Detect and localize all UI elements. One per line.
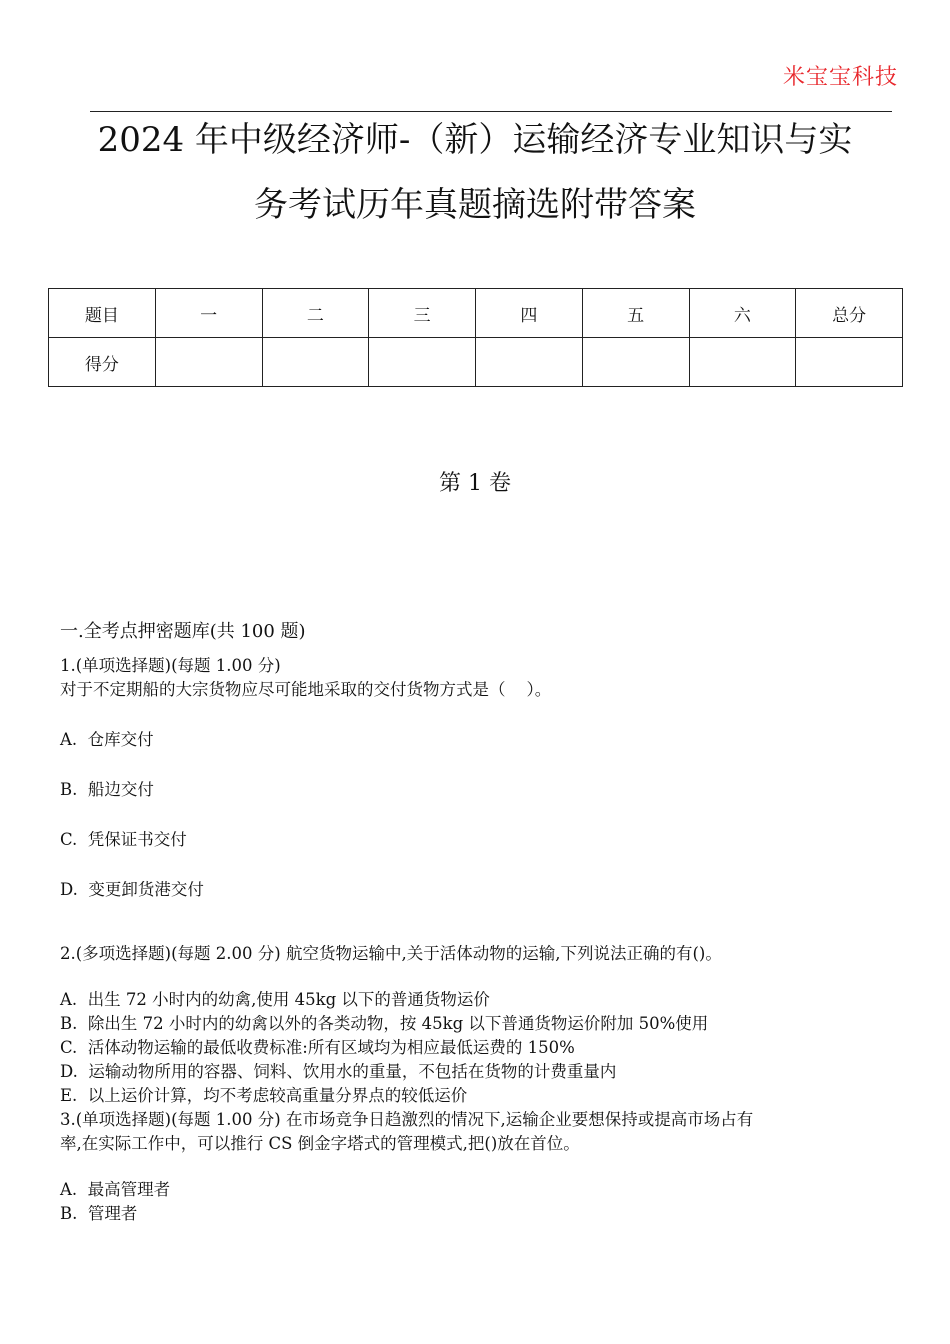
option-b: B. 管理者: [60, 1204, 138, 1223]
option-a: A. 仓库交付: [60, 730, 154, 749]
option-d: D. 运输动物所用的容器、饲料、饮用水的重量，不包括在货物的计费重量内: [60, 1062, 617, 1081]
question-text: 率,在实际工作中，可以推行 CS 倒金字塔式的管理模式,把()放在首位。: [60, 1134, 580, 1153]
score-cell: [476, 338, 583, 387]
question-2: [60, 942, 910, 1108]
score-table-header-row: [49, 289, 903, 338]
score-table-header-cell: 总分: [796, 289, 903, 338]
score-table-header-cell: 三: [369, 289, 476, 338]
spacer: [60, 966, 910, 988]
question-1: [60, 654, 910, 902]
score-cell: [582, 338, 689, 387]
score-table-score-row: [49, 338, 903, 387]
option-a: A. 出生 72 小时内的幼禽,使用 45kg 以下的普通货物运价: [60, 990, 490, 1009]
option-b: B. 船边交付: [60, 780, 154, 799]
option-b: B. 除出生 72 小时内的幼禽以外的各类动物，按 45kg 以下普通货物运价附加 50%使用: [60, 1014, 709, 1033]
score-cell: [796, 338, 903, 387]
volume-heading: 第 1 卷: [439, 471, 511, 496]
question-text: 对于不定期船的大宗货物应尽可能地采取的交付货物方式是（ ）。: [60, 680, 552, 699]
option-d: D. 变更卸货港交付: [60, 880, 204, 899]
question-3: [60, 1108, 910, 1226]
score-table-header-cell: 五: [582, 289, 689, 338]
option-a: A. 最高管理者: [60, 1180, 171, 1199]
option-e: E. 以上运价计算，均不考虑较高重量分界点的较低运价: [60, 1086, 468, 1105]
score-table-header-cell: 四: [476, 289, 583, 338]
spacer: [60, 902, 910, 942]
score-table-header-cell: 题目: [49, 289, 156, 338]
section-heading: 一.全考点押密题库(共 100 题): [60, 621, 306, 642]
title-line-2: 务考试历年真题摘选附带答案: [254, 185, 696, 225]
question-content: [60, 620, 910, 1226]
score-table: [48, 288, 903, 387]
score-cell: [155, 338, 262, 387]
score-table-header-cell: 二: [262, 289, 369, 338]
title-line-1: 2024 年中级经济师-（新）运输经济专业知识与实: [97, 120, 853, 160]
score-cell: [262, 338, 369, 387]
option-c: C. 凭保证书交付: [60, 830, 187, 849]
document-title: [50, 108, 900, 238]
score-cell: [689, 338, 796, 387]
option-c: C. 活体动物运输的最低收费标准:所有区域均为相应最低运费的 150%: [60, 1038, 575, 1057]
score-table-header-cell: 一: [155, 289, 262, 338]
question-header: 1.(单项选择题)(每题 1.00 分): [60, 656, 281, 675]
question-header: 3.(单项选择题)(每题 1.00 分) 在市场竞争日趋激烈的情况下,运输企业要想保持或提高市场占有: [60, 1110, 754, 1129]
score-row-label: 得分: [49, 338, 156, 387]
question-header: 2.(多项选择题)(每题 2.00 分) 航空货物运输中,关于活体动物的运输,下列说法正确的有()。: [60, 944, 722, 963]
score-table-header-cell: 六: [689, 289, 796, 338]
brand-watermark: 米宝宝科技: [782, 65, 898, 90]
spacer: [60, 1156, 910, 1178]
score-cell: [369, 338, 476, 387]
